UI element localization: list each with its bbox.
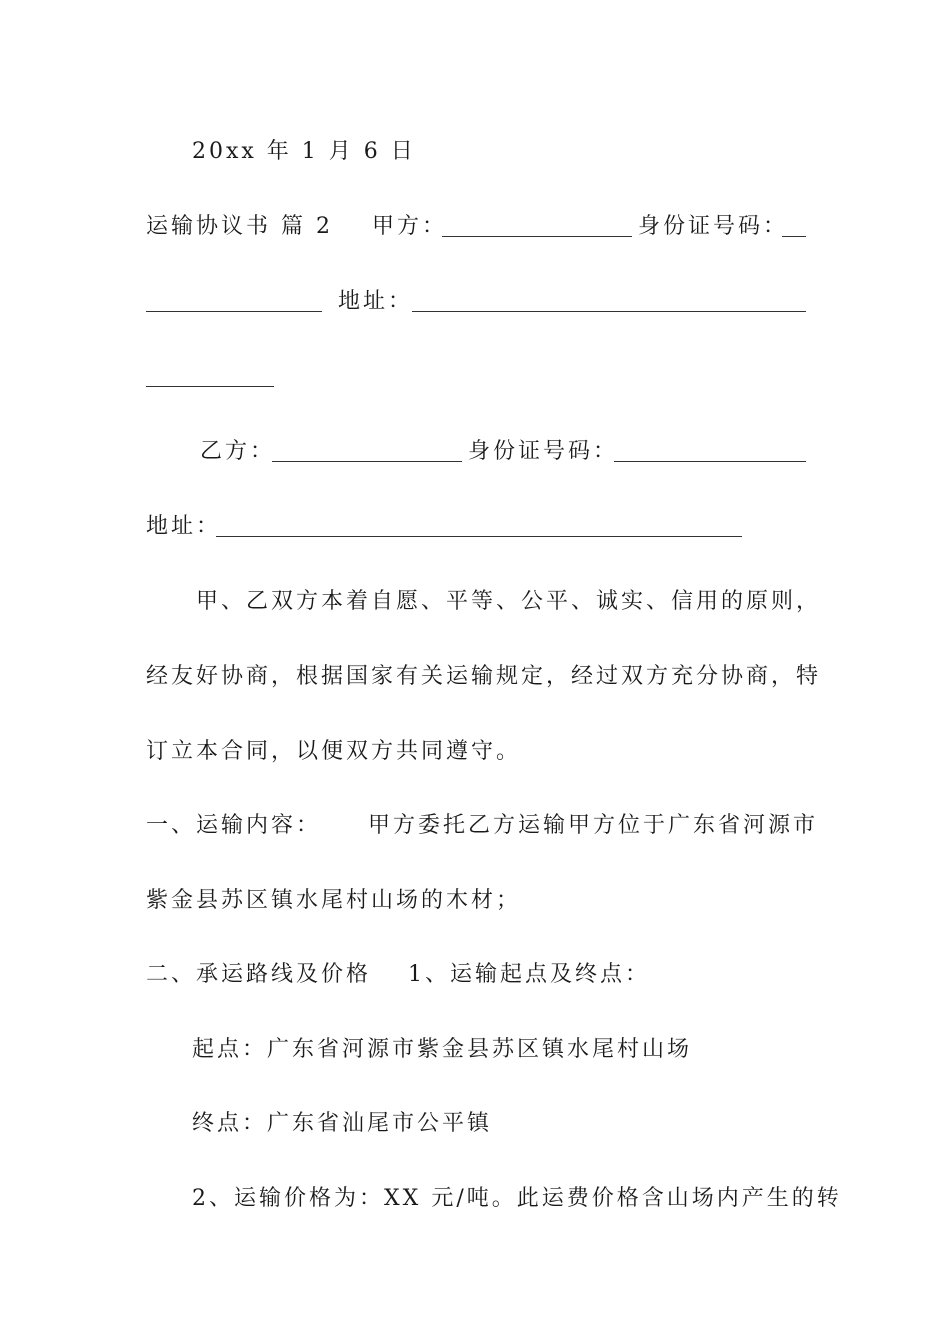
route-start: 起点：广东省河源市紫金县苏区镇水尾村山场 [192, 1037, 693, 1062]
section-2-price-line [0, 1179, 950, 1219]
party-b-id-label: 身份证号码： [468, 439, 619, 464]
section-2-heading: 二、承运路线及价格 [146, 962, 372, 987]
party-a-address-label: 地址： [338, 289, 414, 314]
section-1-heading: 一、运输内容： [146, 813, 322, 838]
party-a-address-blank-end [146, 386, 274, 387]
document-date: 20xx 年 1 月 6 日 [192, 139, 416, 164]
party-b-address-line [0, 507, 950, 547]
party-b-id-blank [614, 461, 806, 462]
date-line [0, 132, 950, 172]
party-a-id-blank [146, 311, 322, 312]
party-a-address-line [0, 282, 950, 322]
party-a-id-label: 身份证号码： [638, 214, 789, 239]
party-b-line [0, 432, 950, 472]
preamble-text-1: 甲、乙双方本着自愿、平等、公平、诚实、信用的原则， [196, 589, 822, 614]
section-2-line-1 [0, 955, 950, 995]
party-a-label: 甲方： [372, 214, 448, 239]
section-2-end-line [0, 1104, 950, 1144]
section-1-text-1: 甲方委托乙方运输甲方位于广东省河源市 [368, 813, 819, 838]
preamble-line-2 [0, 657, 950, 697]
preamble-text-3: 订立本合同，以便双方共同遵守。 [146, 739, 522, 764]
transport-price: 2、运输价格为：XX 元/吨。此运费价格含山场内产生的转 [192, 1186, 842, 1211]
party-b-address-label: 地址： [146, 514, 222, 539]
route-end: 终点：广东省汕尾市公平镇 [192, 1111, 493, 1136]
section-1-line-2 [0, 881, 950, 921]
party-b-label: 乙方： [200, 439, 276, 464]
section-1-text-2: 紫金县苏区镇水尾村山场的木材； [146, 888, 522, 913]
party-b-address-blank [216, 536, 742, 537]
section-1-line-1 [0, 806, 950, 846]
party-a-address-blank [412, 311, 806, 312]
document-title: 运输协议书 篇 2 [146, 214, 333, 239]
section-2-sub-1: 1、运输起点及终点： [408, 962, 650, 987]
preamble-line-3 [0, 732, 950, 772]
party-b-name-blank [272, 461, 462, 462]
preamble-line-1 [0, 582, 950, 622]
party-a-address-continuation [0, 357, 950, 397]
section-2-start-line [0, 1030, 950, 1070]
party-a-id-blank-start [782, 236, 806, 237]
title-line [0, 207, 950, 247]
preamble-text-2: 经友好协商，根据国家有关运输规定，经过双方充分协商，特 [146, 664, 822, 689]
party-a-name-blank [442, 236, 632, 237]
